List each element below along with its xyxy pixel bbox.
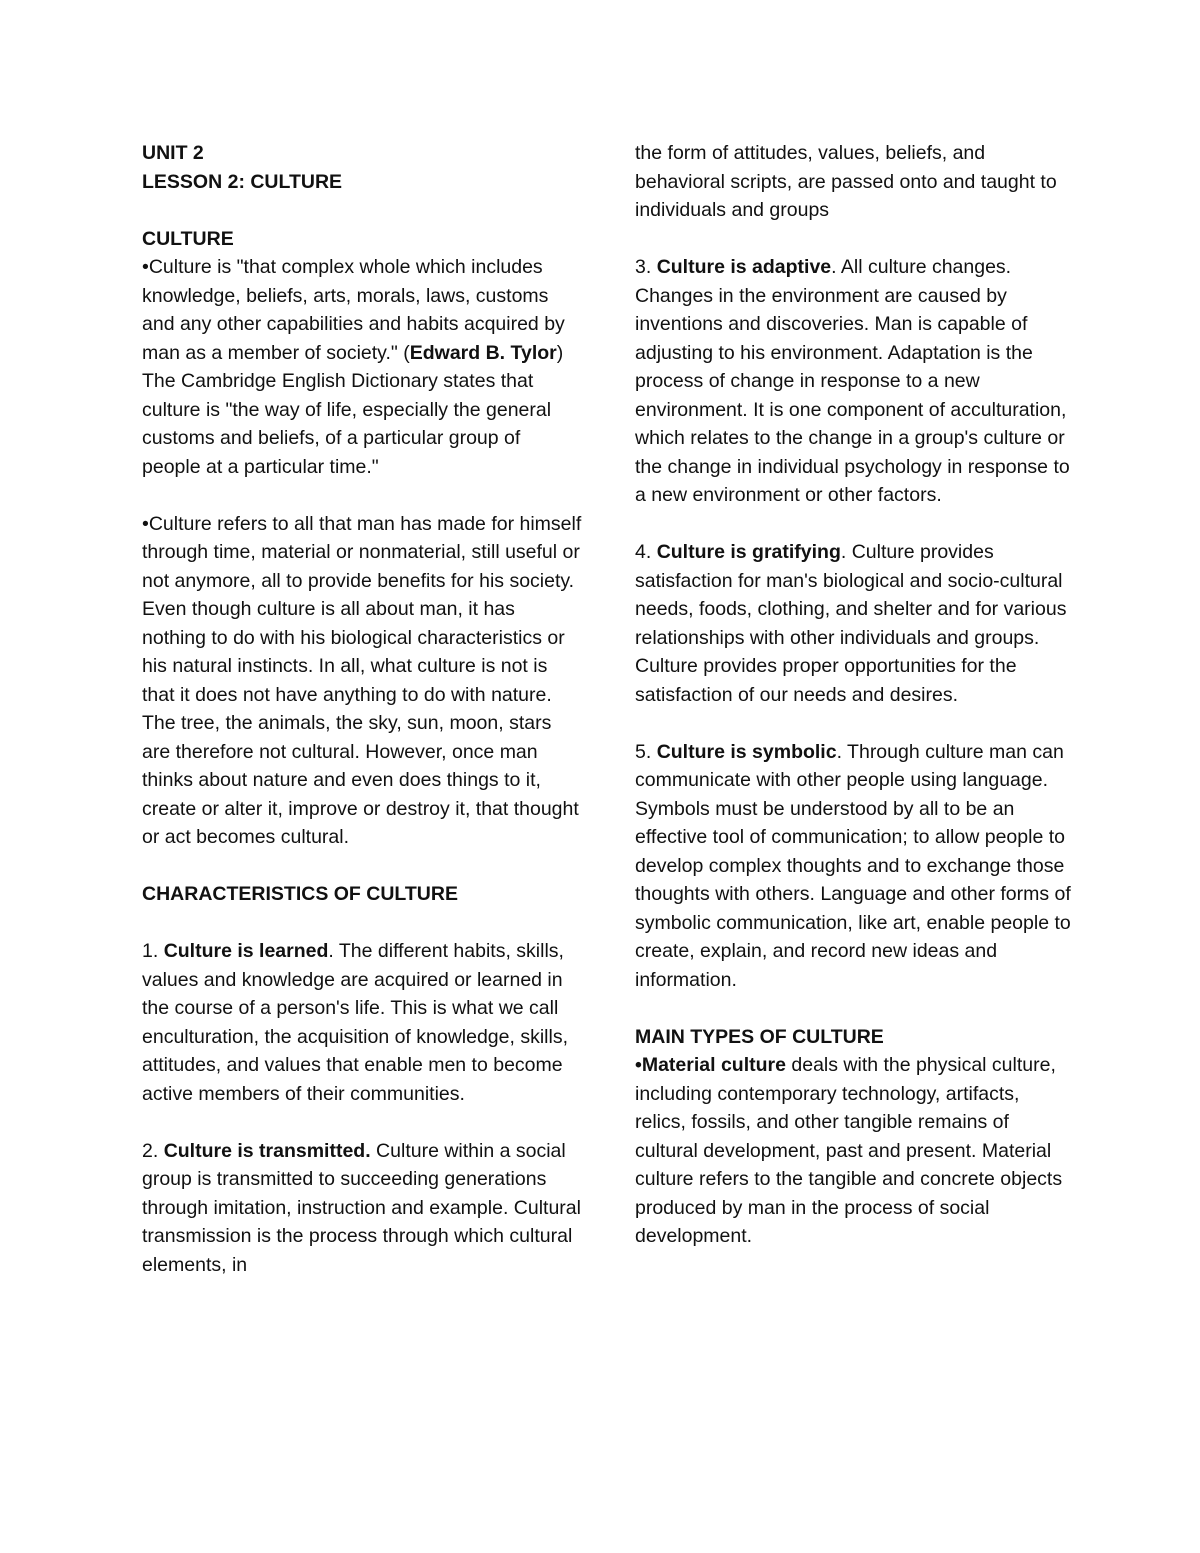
item-number: 2.: [142, 1139, 164, 1162]
spacer: [142, 1108, 582, 1137]
type-text: deals with the physical culture, including contemporary technology, artifacts, relics, fossils, and other tangible remains of cultural development, past and present. Material culture refers to the tangible and concrete objects produced by man in the process of social development.: [635, 1054, 1063, 1247]
characteristic-title: Culture is adaptive: [656, 256, 832, 278]
item-number: 1.: [142, 940, 164, 962]
item-number: 5.: [635, 740, 657, 763]
characteristic-text: . Culture provides satisfaction for man's biological and socio-cultural needs, foods, clothing, and shelter and for various relationships with other individuals and groups. Culture provides proper opportunities for the satisfaction of our needs and desires.: [635, 541, 1067, 706]
characteristic-5: [635, 738, 1075, 995]
definition-text-1a: •Culture is "that complex whole which includes knowledge, beliefs, arts, morals, laws, customs and any other capabilities and habits acquired by man as a member of society." (: [142, 256, 565, 364]
bullet: •: [635, 1054, 642, 1076]
characteristic-title: Culture is learned: [163, 940, 329, 962]
definition-text-1b: ) The Cambridge English Dictionary states that culture is "the way of life, especially the general customs and beliefs, of a particular group of people at a particular time.": [142, 341, 564, 478]
spacer: [142, 481, 582, 510]
spacer: [635, 994, 1075, 1023]
type-title: Material culture: [641, 1054, 786, 1076]
definition-paragraph-3: Even though culture is all about man, it has nothing to do with his biological characteristics or his natural instincts. In all, what culture is not is that it does not have anything to do with nature. The tree, the animals, the sky, sun, moon, stars are therefore not cultural. However, once man thinks about nature and even does things to it, create or alter it, improve or destroy it, that thought or act becomes cultural.: [142, 598, 579, 848]
spacer: [635, 709, 1075, 738]
lesson-title: LESSON 2: CULTURE: [142, 170, 343, 193]
material-culture-paragraph: [635, 1051, 1075, 1251]
definition-paragraph-1: [142, 253, 582, 481]
characteristic-2: [142, 1137, 582, 1280]
characteristic-3: [635, 253, 1075, 510]
characteristic-text: . Through culture man can communicate with other people using language. Symbols must be understood by all to be an effective tool of communication; to allow people to develop complex thoughts and to exchange those thoughts with others. Language and other forms of symbolic communication, like art, enable people to create, explain, and record new ideas and information.: [635, 740, 1071, 991]
types-heading: MAIN TYPES OF CULTURE: [635, 1025, 884, 1048]
characteristic-2-continued: the form of attitudes, values, beliefs, and behavioral scripts, are passed onto and taught to individuals and groups: [635, 142, 1057, 221]
definition-paragraph-2: •Culture refers to all that man has made for himself through time, material or nonmaterial, still useful or not anymore, all to provide benefits for his society.: [142, 512, 582, 592]
characteristic-title: Culture is gratifying: [656, 541, 841, 563]
spacer: [635, 510, 1075, 539]
spacer: [142, 196, 582, 225]
characteristic-text: . All culture changes. Changes in the environment are caused by inventions and discoveries. Man is capable of adjusting to his environment. Adaptation is the process of change in response to a new environment. It is one component of acculturation, which relates to the change in a group's culture or the change in individual psychology in response to a new environment or other factors.: [635, 256, 1070, 506]
unit-title: UNIT 2: [142, 142, 204, 164]
characteristic-title: Culture is symbolic: [656, 740, 837, 763]
characteristic-1: [142, 937, 582, 1108]
characteristic-text: . The different habits, skills, values and knowledge are acquired or learned in the course of a person's life. This is what we call enculturation, the acquisition of knowledge, skills, attitudes, and values that enable men to become active members of their communities.: [142, 940, 568, 1105]
characteristic-4: [635, 538, 1075, 709]
culture-heading: CULTURE: [142, 227, 234, 250]
spacer: [142, 852, 582, 881]
characteristic-text: Culture within a social group is transmitted to succeeding generations through imitation, instruction and example. Cultural transmission is the process through which cultural elements, in: [142, 1139, 581, 1276]
item-number: 3.: [635, 256, 657, 278]
spacer: [635, 225, 1075, 254]
right-column: [635, 139, 1075, 1251]
item-number: 4.: [635, 541, 657, 563]
characteristic-title: Culture is transmitted.: [163, 1139, 371, 1162]
spacer: [142, 909, 582, 938]
left-column: [142, 139, 582, 1279]
author-name: Edward B. Tylor: [409, 341, 557, 364]
characteristics-heading: CHARACTERISTICS OF CULTURE: [142, 883, 458, 905]
